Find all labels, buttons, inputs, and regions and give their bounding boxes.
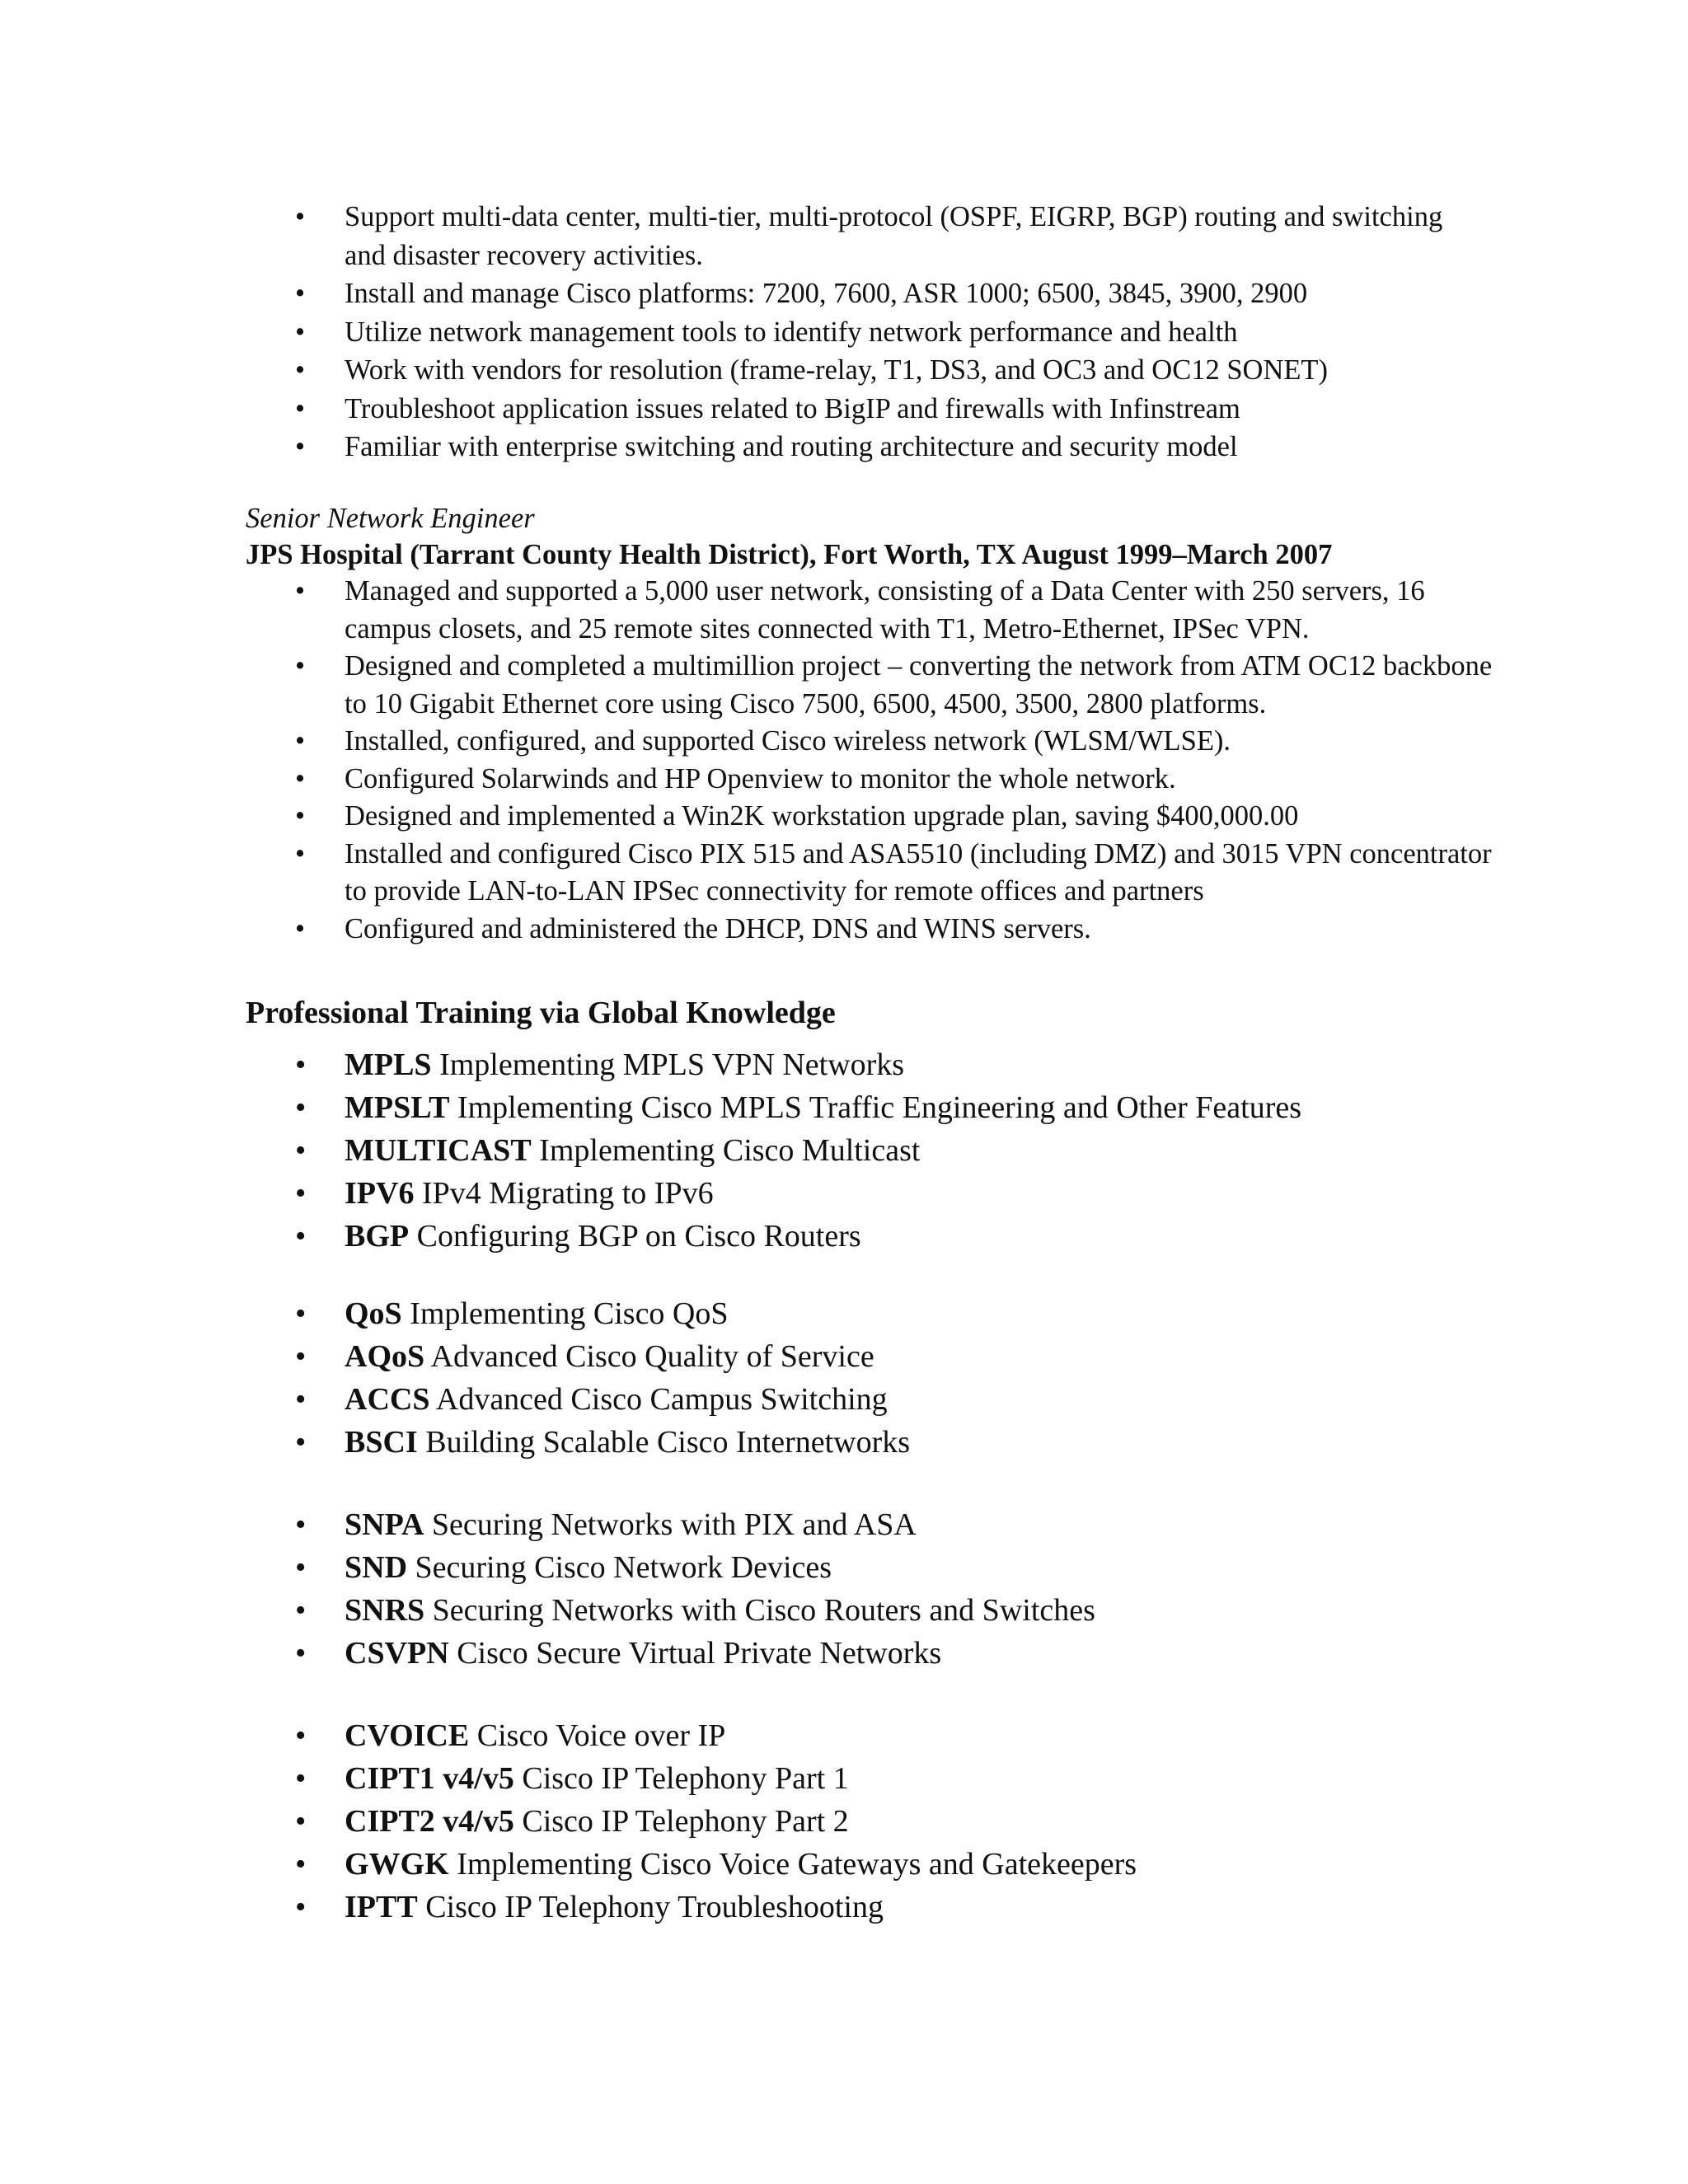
course-code: SND — [345, 1550, 408, 1585]
course-code: IPV6 — [345, 1176, 415, 1211]
training-item — [246, 1129, 1482, 1172]
course-title: Implementing Cisco Multicast — [531, 1133, 921, 1168]
course-title: Cisco IP Telephony Part 2 — [513, 1804, 849, 1839]
course-title: Securing Networks with Cisco Routers and Switches — [424, 1593, 1095, 1628]
course-title: Securing Networks with PIX and ASA — [424, 1507, 917, 1542]
training-item — [246, 1503, 1482, 1546]
course-title: Implementing Cisco MPLS Traffic Engineering and Other Features — [449, 1090, 1302, 1125]
job-employer: JPS Hospital (Tarrant County Health District), Fort Worth, TX August 1999–March 2007 — [246, 539, 1333, 570]
course-code: CIPT2 v4/v5 — [345, 1804, 514, 1839]
course-code: CIPT1 v4/v5 — [345, 1761, 514, 1796]
list-item: • Installed, configured, and supported Cisco wireless network (WLSM/WLSE). — [246, 723, 1498, 761]
training-item — [246, 1546, 1482, 1589]
training-item — [246, 1172, 1482, 1215]
course-code: MPLS — [345, 1047, 432, 1082]
course-code: QoS — [345, 1296, 402, 1331]
training-list-switching — [246, 1292, 1482, 1464]
course-title: Advanced Cisco Quality of Service — [424, 1339, 874, 1374]
course-code: MULTICAST — [345, 1133, 532, 1168]
training-item — [246, 1215, 1482, 1258]
course-title: Advanced Cisco Campus Switching — [429, 1382, 888, 1417]
list-item: • Designed and completed a multimillion project – converting the network from ATM OC12 backbone to 10 Gigabit Ethernet core using Cisco 7500, 6500, 4500, 3500, 2800 platforms. — [246, 648, 1498, 723]
course-code: MPSLT — [345, 1090, 450, 1125]
list-item: • Configured and administered the DHCP, DNS and WINS servers. — [246, 911, 1498, 949]
course-code: CSVPN — [345, 1636, 449, 1671]
list-item: • Support multi-data center, multi-tier, multi-protocol (OSPF, EIGRP, BGP) routing and switching and disaster recovery activities. — [246, 198, 1482, 274]
training-item — [246, 1886, 1482, 1929]
course-title: Implementing Cisco QoS — [401, 1296, 729, 1331]
course-code: BSCI — [345, 1425, 418, 1460]
training-item — [246, 1421, 1482, 1464]
list-item: • Utilize network management tools to identify network performance and health — [246, 313, 1482, 352]
course-code: IPTT — [345, 1890, 418, 1924]
training-list-routing — [246, 1043, 1482, 1258]
course-code: CVOICE — [345, 1718, 470, 1753]
list-item: • Work with vendors for resolution (frame-relay, T1, DS3, and OC3 and OC12 SONET) — [246, 351, 1482, 390]
course-title: Cisco Secure Virtual Private Networks — [448, 1636, 942, 1671]
training-item — [246, 1086, 1482, 1129]
course-title: Cisco IP Telephony Part 1 — [513, 1761, 849, 1796]
responsibilities-list — [246, 198, 1482, 466]
course-code: SNRS — [345, 1593, 425, 1628]
training-item — [246, 1589, 1482, 1632]
training-item — [246, 1335, 1482, 1378]
course-code: BGP — [345, 1219, 410, 1254]
list-item: • Install and manage Cisco platforms: 7200, 7600, ASR 1000; 6500, 3845, 3900, 2900 — [246, 274, 1482, 313]
list-item: • Designed and implemented a Win2K workstation upgrade plan, saving $400,000.00 — [246, 798, 1498, 836]
training-item — [246, 1843, 1482, 1886]
course-title: Implementing MPLS VPN Networks — [431, 1047, 905, 1082]
course-title: Implementing Cisco Voice Gateways and Gatekeepers — [448, 1847, 1137, 1882]
training-item — [246, 1378, 1482, 1421]
training-item — [246, 1292, 1482, 1335]
training-item — [246, 1043, 1482, 1086]
course-code: ACCS — [345, 1382, 430, 1417]
course-code: GWGK — [345, 1847, 449, 1882]
course-title: IPv4 Migrating to IPv6 — [414, 1176, 714, 1211]
training-list-voice — [246, 1714, 1482, 1929]
training-item — [246, 1714, 1482, 1757]
job-bullets-list — [246, 573, 1498, 948]
course-title: Cisco Voice over IP — [469, 1718, 726, 1753]
training-item — [246, 1800, 1482, 1843]
list-item: • Troubleshoot application issues related to BigIP and firewalls with Infinstream — [246, 390, 1482, 429]
course-title: Cisco IP Telephony Troubleshooting — [417, 1890, 884, 1924]
course-code: SNPA — [345, 1507, 424, 1542]
training-item — [246, 1757, 1482, 1800]
course-code: AQoS — [345, 1339, 425, 1374]
training-item — [246, 1632, 1482, 1675]
list-item: • Familiar with enterprise switching and routing architecture and security model — [246, 428, 1482, 466]
course-title: Building Scalable Cisco Internetworks — [417, 1425, 911, 1460]
section-heading-training: Professional Training via Global Knowledge — [246, 996, 836, 1030]
course-title: Securing Cisco Network Devices — [407, 1550, 832, 1585]
job-title: Senior Network Engineer — [246, 503, 535, 534]
training-list-security — [246, 1503, 1482, 1675]
list-item: • Configured Solarwinds and HP Openview to monitor the whole network. — [246, 761, 1498, 799]
course-title: Configuring BGP on Cisco Routers — [409, 1219, 861, 1254]
list-item: • Installed and configured Cisco PIX 515 and ASA5510 (including DMZ) and 3015 VPN concentrator to provide LAN-to-LAN IPSec connectivity for remote offices and partners — [246, 836, 1498, 911]
list-item: • Managed and supported a 5,000 user network, consisting of a Data Center with 250 servers, 16 campus closets, and 25 remote sites connected with T1, Metro-Ethernet, IPSec VPN. — [246, 573, 1498, 648]
